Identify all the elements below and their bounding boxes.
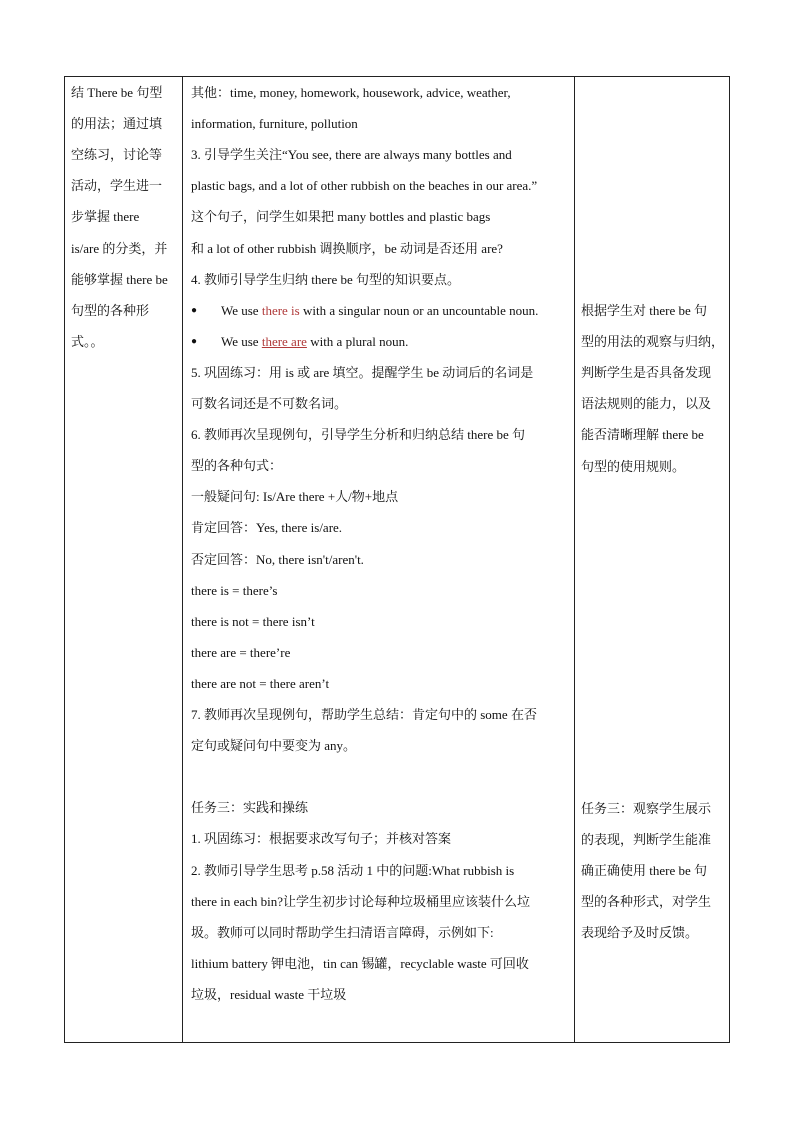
- assessment-line: 语法规则的能力，以及: [581, 396, 712, 412]
- activity-line: 5. 巩固练习：用 is 或 are 填空。提醒学生 be 动词后的名词是: [191, 364, 534, 380]
- activity-line: 这个句子，问学生如果把 many bottles and plastic bags: [191, 209, 491, 225]
- assessment-line: 型的各种形式，对学生: [581, 894, 712, 910]
- activity-line: 可数名词还是不可数名词。: [191, 396, 348, 411]
- assessment-line: 的表现，判断学生能准: [581, 832, 712, 848]
- assessment-column: [575, 77, 731, 1042]
- activity-line: 其他：time, money, homework, housework, advice, weather,: [191, 85, 511, 100]
- activity-line: 一般疑问句: Is/Are there +人/物+地点: [191, 489, 399, 505]
- activity-line: 2. 教师引导学生思考 p.58 活动 1 中的问题:What rubbish is: [191, 862, 515, 878]
- bullet-text: [221, 303, 538, 319]
- objective-line: 结 There be 句型: [71, 85, 163, 100]
- activity-line: there is = there’s: [191, 582, 278, 598]
- bullet-item: [191, 303, 571, 319]
- activity-line: 肯定回答：Yes, there is/are.: [191, 520, 343, 536]
- activity-line: 定句或疑问句中要变为 any。: [191, 738, 357, 754]
- activity-line: 否定回答：No, there isn't/aren't.: [191, 551, 364, 567]
- assessment-line: 判断学生是否具备发现: [581, 365, 712, 381]
- highlighted-phrase: there is: [261, 302, 300, 318]
- activity-line: information, furniture, pollution: [191, 116, 358, 132]
- assessment-line: 根据学生对 there be 句: [581, 303, 708, 318]
- bullet-prefix: We use: [221, 302, 262, 318]
- activity-line: plastic bags, and a lot of other rubbish on the beaches in our area.”: [191, 178, 538, 194]
- activity-line: 1. 巩固练习：根据要求改写句子；并核对答案: [191, 831, 452, 847]
- objective-line: 句型的各种形: [71, 302, 150, 318]
- activity-line: 垃圾，residual waste 干垃圾: [191, 986, 347, 1002]
- objective-line: 的用法；通过填: [71, 116, 163, 132]
- objective-column: [65, 77, 183, 1042]
- lesson-plan-table: [64, 76, 730, 1043]
- activity-line: 型的各种句式：: [191, 458, 283, 474]
- activity-column: [183, 77, 575, 1042]
- activity-line: there are not = there aren’t: [191, 675, 330, 691]
- activity-line: there in each bin?让学生初步讨论每种垃圾桶里应该装什么垃: [191, 893, 531, 909]
- assessment-line: 型的用法的观察与归纳，: [581, 334, 725, 350]
- objective-line: 式。。: [71, 333, 104, 349]
- activity-line: 7. 教师再次呈现例句，帮助学生总结：肯定句中的 some 在否: [191, 707, 537, 722]
- objective-line: 活动，学生进一: [71, 178, 163, 194]
- activity-line: 6. 教师再次呈现例句，引导学生分析和归纳总结 there be 句: [191, 427, 526, 443]
- bullet-suffix: with a plural noun.: [306, 333, 409, 349]
- assessment-line: 确正确使用 there be 句: [581, 863, 708, 879]
- activity-line: there is not = there isn’t: [191, 613, 315, 629]
- objective-line: 步掌握 there: [71, 209, 140, 225]
- highlighted-phrase: there are: [261, 333, 307, 349]
- activity-line: 4. 教师引导学生归纳 there be 句型的知识要点。: [191, 271, 461, 287]
- activity-line: 3. 引导学生关注“You see, there are always many bottles and: [191, 147, 512, 163]
- objective-line: is/are 的分类，并: [71, 240, 168, 256]
- assessment-line: 句型的使用规则。: [581, 458, 686, 474]
- bullet-dot-icon: ●: [191, 304, 198, 316]
- objective-line: 空练习，讨论等: [71, 147, 163, 163]
- task3-heading: 任务三：实践和操练: [191, 800, 309, 816]
- bullet-prefix: We use: [221, 333, 262, 349]
- activity-line: there are = there’re: [191, 644, 291, 660]
- objective-line: 能够掌握 there be: [71, 271, 168, 287]
- bullet-text: [221, 334, 408, 350]
- assessment-line: 任务三：观察学生展示: [581, 801, 712, 816]
- activity-line: 圾。教师可以同时帮助学生扫清语言障碍，示例如下:: [191, 924, 494, 940]
- bullet-item: [191, 334, 571, 350]
- assessment-line: 表现给予及时反馈。: [581, 925, 699, 941]
- activity-line: lithium battery 钾电池，tin can 锡罐，recyclable waste 可回收: [191, 955, 529, 971]
- bullet-suffix: with a singular noun or an uncountable noun.: [299, 302, 539, 318]
- assessment-line: 能否清晰理解 there be: [581, 427, 704, 443]
- bullet-dot-icon: ●: [191, 335, 198, 347]
- activity-line: 和 a lot of other rubbish 调换顺序，be 动词是否还用 are?: [191, 240, 503, 256]
